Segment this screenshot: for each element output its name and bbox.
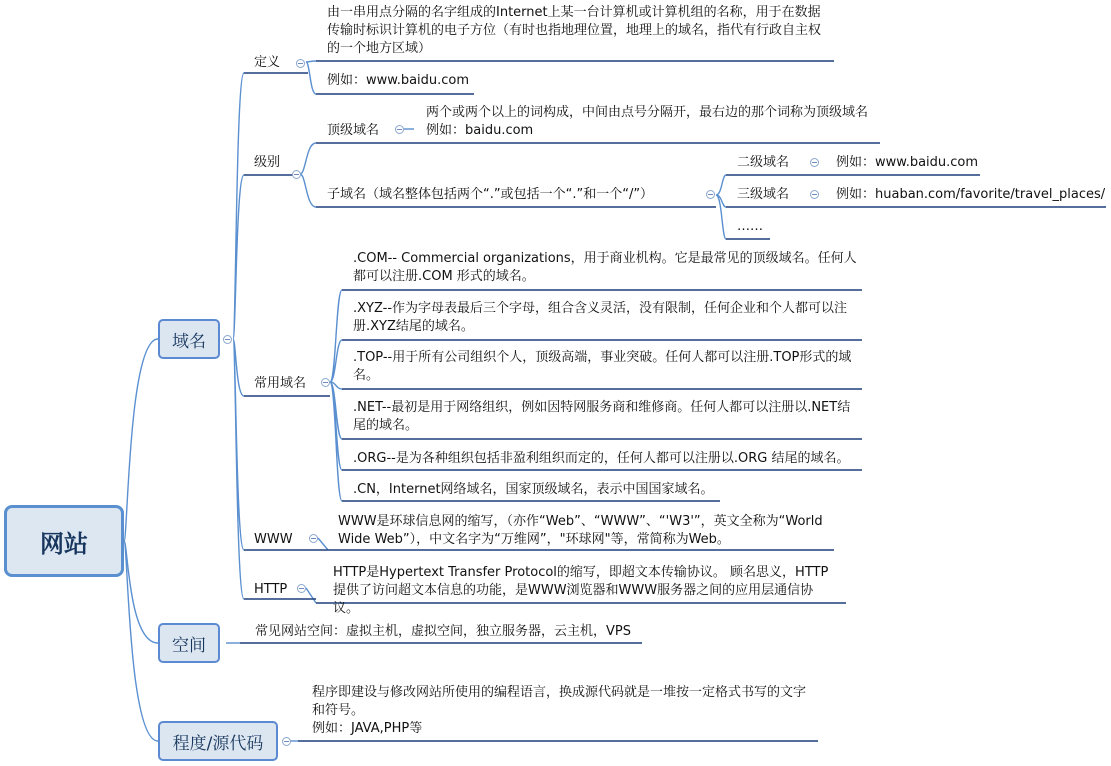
- www-text: WWW是环球信息网的缩写，（亦作“Web”、“WWW”、“'W3'”，英文全称为“World Wide Web”），中文名字为“万维网”，"环球网"等，常简称为Web。: [338, 514, 823, 547]
- space-node[interactable]: 空间: [158, 623, 220, 663]
- second-level-example: 例如：www.baidu.com: [836, 155, 979, 170]
- toplevel-example: 例如：baidu.com: [426, 123, 534, 138]
- connector-level: [300, 143, 316, 207]
- subdomain-label[interactable]: 子域名（域名整体包括两个“.”或包括一个“.”和一个“/”）: [327, 187, 654, 202]
- connector-subdomain: [716, 175, 726, 239]
- definition-example: 例如：www.baidu.com: [327, 73, 470, 88]
- common-label[interactable]: 常用域名: [254, 376, 307, 391]
- collapse-toggle-icon[interactable]: [309, 534, 318, 543]
- collapse-toggle-icon[interactable]: [321, 378, 330, 387]
- connector-root-program: [124, 541, 158, 741]
- program-node[interactable]: 程度/源代码: [158, 721, 278, 761]
- subdomain-more: ……: [737, 219, 763, 234]
- collapse-toggle-icon[interactable]: [296, 59, 305, 68]
- connector-domain-children: [233, 73, 244, 599]
- toplevel-text: 两个或两个以上的词构成，中间由点号分隔开，最右边的那个词称为顶级域名: [426, 105, 869, 120]
- program-text: 程序即建设与修改网站所使用的编程语言，换成源代码就是一堆按一定格式书写的文字和符号。: [312, 685, 807, 718]
- toplevel-label[interactable]: 顶级域名: [327, 123, 380, 138]
- connector-definition: [306, 61, 316, 94]
- www-label[interactable]: WWW: [254, 532, 293, 547]
- connector-http: [306, 588, 316, 603]
- definition-text: 由一串用点分隔的名字组成的Internet上某一台计算机或计算机组的名称，用于在数据传输时标识计算机的电子方位（有时也指地理位置，地理上的域名，指代有行政自主权的一个地方区域）: [327, 5, 822, 56]
- third-level-example: 例如：huaban.com/favorite/travel_places/: [836, 187, 1106, 202]
- program-example: 例如：JAVA,PHP等: [312, 721, 423, 736]
- connector-root-space: [124, 541, 158, 643]
- collapse-toggle-icon[interactable]: [706, 190, 715, 199]
- collapse-toggle-icon[interactable]: [297, 584, 306, 593]
- third-level-label[interactable]: 三级域名: [737, 187, 790, 202]
- level-label[interactable]: 级别: [254, 155, 281, 170]
- definition-label[interactable]: 定义: [254, 55, 281, 70]
- collapse-toggle-icon[interactable]: [292, 170, 301, 179]
- http-text: HTTP是Hypertext Transfer Protocol的缩写，即超文本传输协议。 顾名思义，HTTP提供了访问超文本信息的功能，是WWW浏览器和WWW服务器之间的应用层通信协议。: [333, 565, 829, 616]
- space-text: 常见网站空间：虚拟主机，虚拟空间，独立服务器，云主机，VPS: [255, 624, 631, 639]
- collapse-toggle-icon[interactable]: [282, 737, 291, 746]
- connector-common: [330, 290, 342, 501]
- http-label[interactable]: HTTP: [254, 582, 288, 597]
- connector-root-domain: [124, 339, 158, 541]
- collapse-toggle-icon[interactable]: [810, 158, 819, 167]
- root-node[interactable]: 网站: [4, 505, 124, 577]
- domain-node[interactable]: 域名: [158, 319, 220, 359]
- common-item-cn: .CN，Internet网络域名，国家顶级域名，表示中国国家域名。: [353, 482, 714, 497]
- connector-www: [318, 538, 328, 550]
- second-level-label[interactable]: 二级域名: [737, 155, 790, 170]
- common-item-net: .NET--最初是用于网络组织，例如因特网服务商和维修商。任何人都可以注册以.NET结尾的域名。: [353, 400, 851, 433]
- collapse-toggle-icon[interactable]: [810, 190, 819, 199]
- common-item-com: .COM-- Commercial organizations，用于商业机构。它是最常见的顶级域名。任何人都可以注册.COM 形式的域名。: [353, 251, 857, 284]
- collapse-toggle-icon[interactable]: [395, 125, 404, 134]
- common-item-xyz: .XYZ--作为字母表最后三个字母，组合含义灵活，没有限制，任何企业和个人都可以注册.XYZ结尾的域名。: [353, 301, 848, 334]
- common-item-top: .TOP--用于所有公司组织个人，顶级高端，事业突破。任何人都可以注册.TOP形式的域名。: [353, 350, 852, 383]
- collapse-toggle-icon[interactable]: [223, 335, 232, 344]
- common-item-org: .ORG--是为各种组织包括非盈利组织而定的，任何人都可以注册以.ORG 结尾的域名。: [353, 451, 850, 466]
